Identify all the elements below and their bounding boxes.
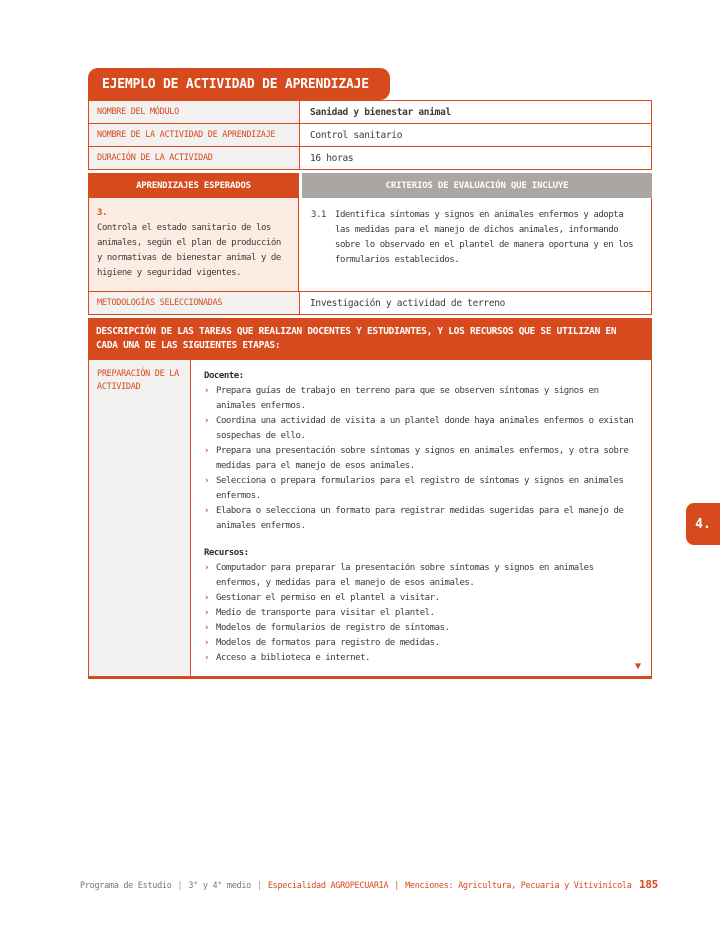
footer-separator: | [394,881,400,891]
list-item: › Modelos de formatos para registro de medidas. [204,636,639,651]
footer-specialty: Especialidad AGROPECUARIA [267,881,389,891]
tasks-cell [191,360,651,676]
footer-separator: | [257,881,262,891]
list-item: › Computador para preparar la presentación sobre síntomas y signos en animales enfermos, y medidas para el manejo de esos animales. [204,561,639,591]
list-item: › Modelos de formularios de registro de síntomas. [204,621,639,636]
continuation-arrow-icon: ▼ [634,661,641,672]
recursos-heading: Recursos: [204,548,249,558]
main-content [88,68,652,679]
chevron-bullet-icon: › [204,506,209,516]
criteria-number: 3.1 [311,210,326,220]
footer-separator: | [177,881,183,891]
page-title: EJEMPLO DE ACTIVIDAD DE APRENDIZAJE [88,68,390,100]
chapter-tab: 4. [686,503,720,545]
activity-name-label: NOMBRE DE LA ACTIVIDAD DE APRENDIZAJE [89,124,300,146]
info-table [88,100,652,170]
chevron-bullet-icon: › [204,653,209,663]
list-item: › Gestionar el permiso en el plantel a visitar. [204,591,639,606]
chevron-bullet-icon: › [204,563,209,573]
methodology-value: Investigación y actividad de terreno [310,298,506,309]
chevron-bullet-icon: › [204,416,209,426]
methodology-row [88,291,652,315]
footer-program: Programa de Estudio [80,881,172,891]
footer-grade: 3° y 4° medio [188,881,252,891]
module-name-label: NOMBRE DEL MÓDULO [89,101,300,123]
evaluation-criteria-cell [299,198,652,292]
chevron-bullet-icon: › [204,476,209,486]
list-item: › Prepara guías de trabajo en terreno para que se observen síntomas y signos en animales enfermos. [204,384,639,414]
table-row [88,100,652,124]
list-item: › Acceso a biblioteca e internet. [204,651,639,666]
duration-label: DURACIÓN DE LA ACTIVIDAD [89,147,300,169]
chevron-bullet-icon: › [204,608,209,618]
stage-label: PREPARACIÓN DE LA ACTIVIDAD [89,360,191,676]
activity-name-value: Control sanitario [310,130,403,141]
methodology-label: METODOLOGÍAS SELECCIONADAS [89,292,300,314]
chevron-bullet-icon: › [204,386,209,396]
chevron-bullet-icon: › [204,446,209,456]
learning-table-body [88,198,652,292]
evaluation-criteria-header: CRITERIOS DE EVALUACIÓN QUE INCLUYE [302,173,652,198]
expected-learning-number: 3. [97,208,107,218]
docente-list [204,384,639,534]
page-number: 185 [639,878,658,891]
learning-table-header [88,173,652,198]
list-item: › Coordina una actividad de visita a un plantel donde haya animales enfermos o existan sospechas de ello. [204,414,639,444]
list-item: › Elabora o selecciona un formato para registrar medidas sugeridas para el manejo de animales enfermos. [204,504,639,534]
docente-heading: Docente: [204,371,244,381]
expected-learning-text: Controla el estado sanitario de los animales, según el plan de producción y normativas de bienestar animal y de higiene y seguridad vigentes. [97,223,281,278]
recursos-list [204,561,639,666]
chevron-bullet-icon: › [204,593,209,603]
preparation-section [88,360,652,679]
expected-learning-header: APRENDIZAJES ESPERADOS [88,173,299,198]
list-item: › Prepara una presentación sobre síntomas y signos en animales enfermos, y otra sobre medidas para el manejo de esos animales. [204,444,639,474]
criteria-text: Identifica síntomas y signos en animales enfermos y adopta las medidas para el manejo de dichos animales, informando sobre lo observado en el plantel de manera oportuna y en los formularios establecidos. [335,210,634,265]
list-item: › Selecciona o prepara formularios para el registro de síntomas y signos en animales enfermos. [204,474,639,504]
chevron-bullet-icon: › [204,623,209,633]
chevron-bullet-icon: › [204,638,209,648]
module-name-value: Sanidad y bienestar animal [310,107,451,118]
duration-value: 16 horas [310,153,354,164]
table-row [88,146,652,170]
footer-mentions: Menciones: Agricultura, Pecuaria y Vitivinícola [405,881,632,891]
expected-learning-cell [88,198,299,292]
description-banner: DESCRIPCIÓN DE LAS TAREAS QUE REALIZAN DOCENTES Y ESTUDIANTES, Y LOS RECURSOS QUE SE UTILIZAN EN CADA UNA DE LAS SIGUIENTES ETAPAS: [88,318,652,360]
page-footer [80,878,658,891]
list-item: › Medio de transporte para visitar el plantel. [204,606,639,621]
table-row [88,123,652,147]
